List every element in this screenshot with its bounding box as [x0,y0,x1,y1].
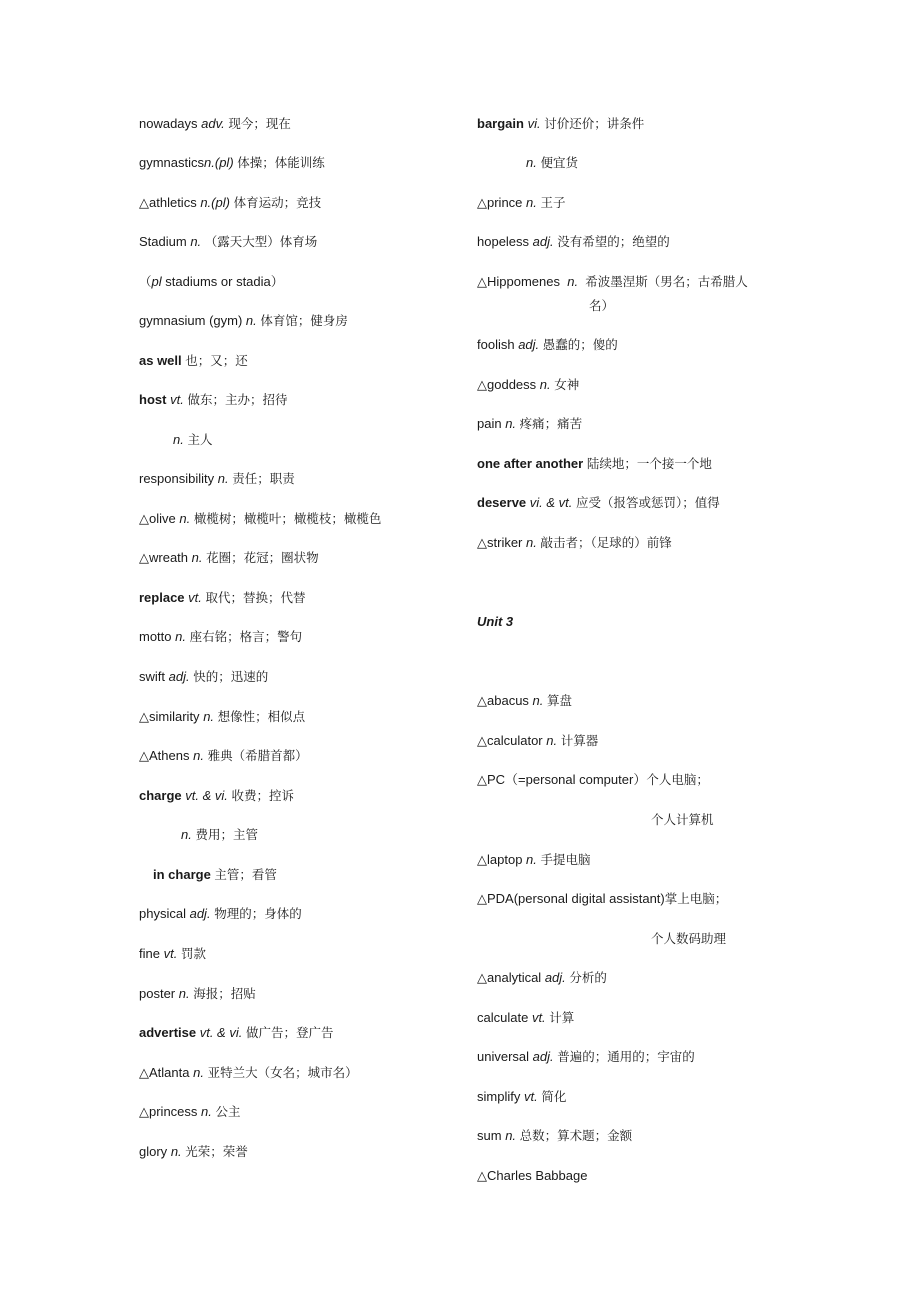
part-of-speech: n. [173,432,184,447]
definition: 物理的；身体的 [214,906,302,921]
headword: gymnastics [139,155,205,170]
vocab-entry [139,590,306,606]
headword: △abacus [477,693,529,708]
vocab-entry [139,313,348,329]
part-of-speech: n. [539,377,551,392]
headword: stadiums or stadia） [165,274,284,289]
definition: 个人计算机 [651,812,714,827]
vocab-entry [477,970,607,986]
headword: calculate [477,1010,529,1025]
vocab-entry [477,337,618,353]
part-of-speech: n. [190,234,202,249]
headword: responsibility [139,471,215,486]
headword: △athletics [139,195,197,210]
headword: swift [139,669,165,684]
vocab-entry [139,1144,248,1160]
part-of-speech: adj. [532,1049,554,1064]
headword: nowadays [139,116,198,131]
definition: 女神 [554,377,580,392]
part-of-speech: n. [181,827,192,842]
definition: 责任；职责 [232,471,295,486]
vocab-entry [477,234,670,250]
vocab-entry [139,195,321,211]
vocab-entry [139,511,381,527]
part-of-speech: adj. [189,906,211,921]
definition: 做广告；登广告 [245,1025,334,1040]
definition: 做东；主办；招待 [187,392,288,407]
vocab-entry [139,471,295,487]
part-of-speech: vt. [531,1010,546,1025]
part-of-speech: n. [201,1104,212,1119]
definition: 花圈；花冠；圈状物 [206,550,319,565]
part-of-speech: vt. [163,946,178,961]
definition: 疼痛；痛苦 [519,416,583,431]
definition: 计算 [549,1010,575,1025]
headword: as well [139,353,182,368]
definition: 取代；替换；代替 [205,590,306,605]
vocab-entry [139,788,294,804]
definition: 个人电脑； [646,772,709,787]
vocab-entry [153,867,277,883]
part-of-speech: n. [191,550,203,565]
part-of-speech: adv. [201,116,225,131]
headword: △wreath [139,550,189,565]
headword: △Atlanta [139,1065,190,1080]
part-of-speech: n.(pl) [204,155,234,170]
part-of-speech: n. [179,511,191,526]
headword: gymnasium (gym) [139,313,243,328]
definition: 讨价还价；讲条件 [544,116,645,131]
definition: 希波墨涅斯（男名；古希腊人 [585,274,748,289]
vocab-entry [139,274,284,290]
vocab-entry [477,535,672,551]
definition: 海报；招贴 [193,986,256,1001]
vocab-entry [139,1065,358,1081]
headword: △Charles Babbage [477,1168,588,1183]
part-of-speech: n. [193,748,204,763]
headword: △goddess [477,377,537,392]
part-of-speech: adj. [532,234,554,249]
vocab-entry [477,1010,574,1026]
definition: 橄榄树；橄榄叶；橄榄枝；橄榄色 [193,511,382,526]
headword: sum [477,1128,502,1143]
headword: foolish [477,337,515,352]
part-of-speech: n. [178,986,190,1001]
part-of-speech: adj. [518,337,540,352]
part-of-speech: pl [151,274,162,289]
headword: glory [139,1144,168,1159]
headword: hopeless [477,234,530,249]
vocab-entry [139,392,287,408]
vocab-entry [477,852,591,868]
vocab-entry [139,906,302,922]
headword: advertise [139,1025,197,1040]
headword: physical [139,906,186,921]
definition: 快的；迅速的 [193,669,269,684]
vocab-entry [139,629,302,645]
definition: 计算器 [560,733,599,748]
definition: 费用；主管 [195,827,258,842]
vocab-entry [477,733,598,749]
definition: 手提电脑 [540,852,591,867]
part-of-speech: vt. [523,1089,538,1104]
definition: 愚蠢的；傻的 [542,337,618,352]
vocab-entry [181,827,258,843]
definition: 光荣；荣誉 [185,1144,248,1159]
definition: 体操；体能训练 [237,155,325,170]
headword: universal [477,1049,530,1064]
vocab-entry [173,432,212,448]
vocab-entry [477,416,582,432]
headword: △analytical [477,970,542,985]
headword: simplify [477,1089,521,1104]
definition: 分析的 [569,970,607,985]
definition: 敲击者；（足球的）前锋 [540,535,672,550]
headword: in charge [153,867,211,882]
definition: 亚特兰大（女名；城市名） [207,1065,358,1080]
headword: △PC（=personal computer） [477,772,647,787]
part-of-speech: n. [245,313,257,328]
part-of-speech: adj. [168,669,190,684]
definition: 座右铭；格言；警句 [189,629,303,644]
vocab-entry [477,274,748,290]
definition: 个人数码助理 [651,931,727,946]
headword: bargain [477,116,524,131]
headword: △striker [477,535,523,550]
vocab-entry [139,155,325,171]
vocab-entry [477,1049,695,1065]
part-of-speech: n.(pl) [200,195,230,210]
definition: 便宜货 [540,155,578,170]
definition-tail: 名） [589,298,615,313]
vocab-entry [477,1168,587,1184]
vocab-entry [139,669,268,685]
vocab-entry [139,550,319,566]
headword: △PDA(personal digital assistant) [477,891,665,906]
definition-continuation [651,931,726,947]
vocab-entry [139,1104,241,1120]
vocab-entry [477,195,566,211]
vocab-entry [477,116,644,132]
definition: 现今；现在 [228,116,291,131]
definition: 应受（报答或惩罚）；值得 [576,495,720,510]
definition: 也；又；还 [185,353,248,368]
headword: △calculator [477,733,543,748]
headword: pain [477,416,502,431]
vocab-entry [477,495,720,511]
part-of-speech: n. [505,416,517,431]
vocab-entry [139,1025,333,1041]
definition: 体育馆；健身房 [260,313,348,328]
open-paren: （ [139,274,152,289]
part-of-speech: n. [546,733,558,748]
headword: △princess [139,1104,198,1119]
definition-continuation [651,812,714,828]
part-of-speech: n. [526,852,537,867]
definition: 陆续地；一个接一个地 [586,456,712,471]
definition: 掌上电脑； [664,891,728,906]
definition: 罚款 [180,946,206,961]
part-of-speech: vt. & vi. [199,1025,243,1040]
headword: poster [139,986,176,1001]
headword: △laptop [477,852,523,867]
part-of-speech: vt. [188,590,202,605]
vocab-entry [139,116,291,132]
unit-heading: Unit 3 [477,614,514,629]
vocab-entry [526,155,578,171]
definition: 公主 [215,1104,241,1119]
definition: 总数；算术题；金额 [519,1128,633,1143]
headword: deserve [477,495,527,510]
vocab-entry [139,234,317,250]
headword: △similarity [139,709,200,724]
vocab-entry [477,377,579,393]
definition: 没有希望的；绝望的 [557,234,670,249]
definition: 简化 [541,1089,567,1104]
headword: △olive [139,511,176,526]
part-of-speech: n. [532,693,544,708]
part-of-speech: n. [567,274,579,289]
part-of-speech: vt. [170,392,184,407]
headword: △Hippomenes [477,274,560,289]
headword: motto [139,629,172,644]
vocab-entry [477,772,709,788]
headword: one after another [477,456,584,471]
part-of-speech: n. [526,195,537,210]
part-of-speech: n. [193,1065,204,1080]
part-of-speech: vi. & vt. [529,495,573,510]
definition: 体育运动；竞技 [233,195,322,210]
headword: host [139,392,167,407]
part-of-speech: adj. [544,970,566,985]
vocab-entry [477,456,712,472]
headword: fine [139,946,160,961]
part-of-speech: n. [175,629,186,644]
definition: 主人 [187,432,213,447]
definition: 收费；控诉 [231,788,295,803]
part-of-speech: n. [203,709,215,724]
headword: △prince [477,195,523,210]
vocab-entry [477,1128,632,1144]
vocab-entry [139,353,248,369]
part-of-speech: vi. [527,116,541,131]
definition: （露天大型）体育场 [204,234,318,249]
definition: 雅典（希腊首都） [207,748,308,763]
definition: 主管；看管 [214,867,277,882]
part-of-speech: n. [170,1144,182,1159]
definition: 想像性；相似点 [217,709,306,724]
vocab-entry [139,946,206,962]
vocab-entry [477,693,572,709]
headword: △Athens [139,748,190,763]
definition: 王子 [540,195,566,210]
part-of-speech: n. [526,535,537,550]
part-of-speech: n. [217,471,229,486]
part-of-speech: vt. & vi. [185,788,228,803]
headword: charge [139,788,182,803]
vocab-entry [139,709,305,725]
vocab-entry [139,986,256,1002]
headword: replace [139,590,185,605]
definition: 普遍的；通用的；宇宙的 [557,1049,695,1064]
vocab-entry [477,1089,566,1105]
definition-continuation [589,298,614,314]
vocab-entry [477,891,727,907]
part-of-speech: n. [526,155,537,170]
part-of-speech: n. [505,1128,517,1143]
headword: Stadium [139,234,187,249]
vocab-entry [139,748,308,764]
definition: 算盘 [547,693,573,708]
